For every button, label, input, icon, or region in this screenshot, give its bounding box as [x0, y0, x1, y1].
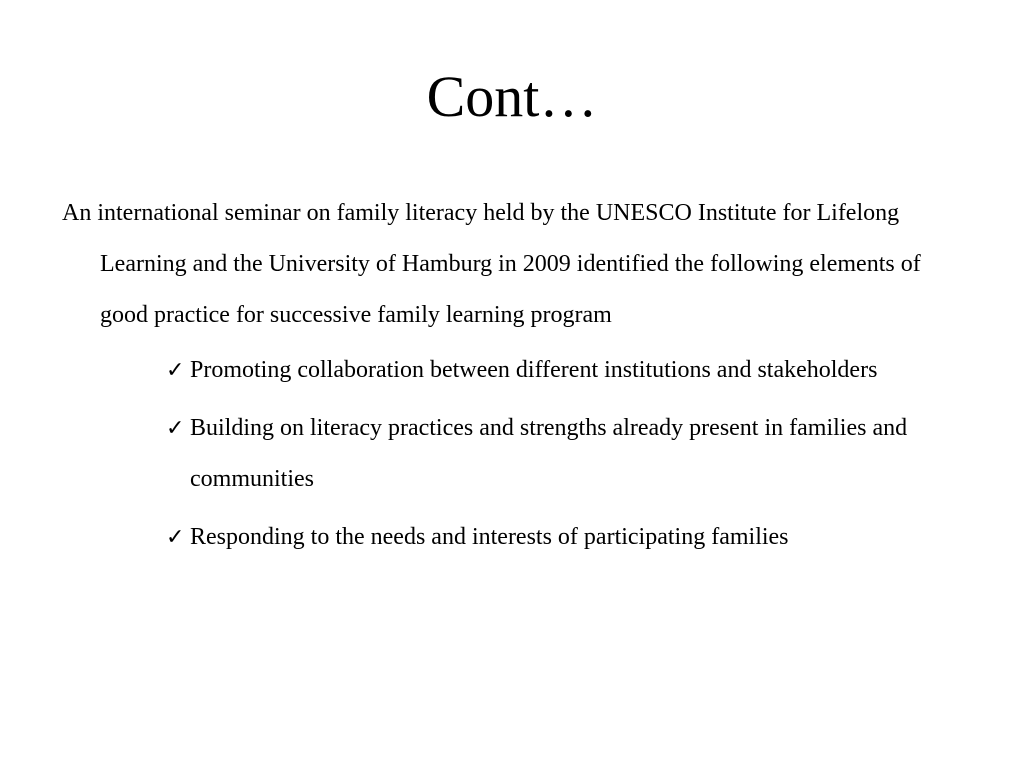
checklist-item [166, 345, 910, 396]
checkmark-icon: ✓ [166, 416, 185, 441]
intro-paragraph: An international seminar on family literacy held by the UNESCO Institute for Lifelong Learning and the University of Hamburg in 2009 identified the following elements of good practice for successive family learning program [62, 200, 921, 328]
slide-title: Cont… [426, 64, 598, 129]
checklist-item-text: Building on literacy practices and strengths already present in families and communities [190, 415, 908, 492]
slide-body [62, 188, 972, 570]
checklist [62, 345, 972, 563]
checkmark-icon: ✓ [166, 525, 185, 550]
checklist-item [166, 512, 910, 563]
checklist-item-text: Responding to the needs and interests of participating families [190, 524, 789, 550]
checklist-item [166, 403, 910, 505]
checkmark-icon: ✓ [166, 358, 185, 383]
checklist-item-text: Promoting collaboration between different institutions and stakeholders [190, 357, 878, 383]
